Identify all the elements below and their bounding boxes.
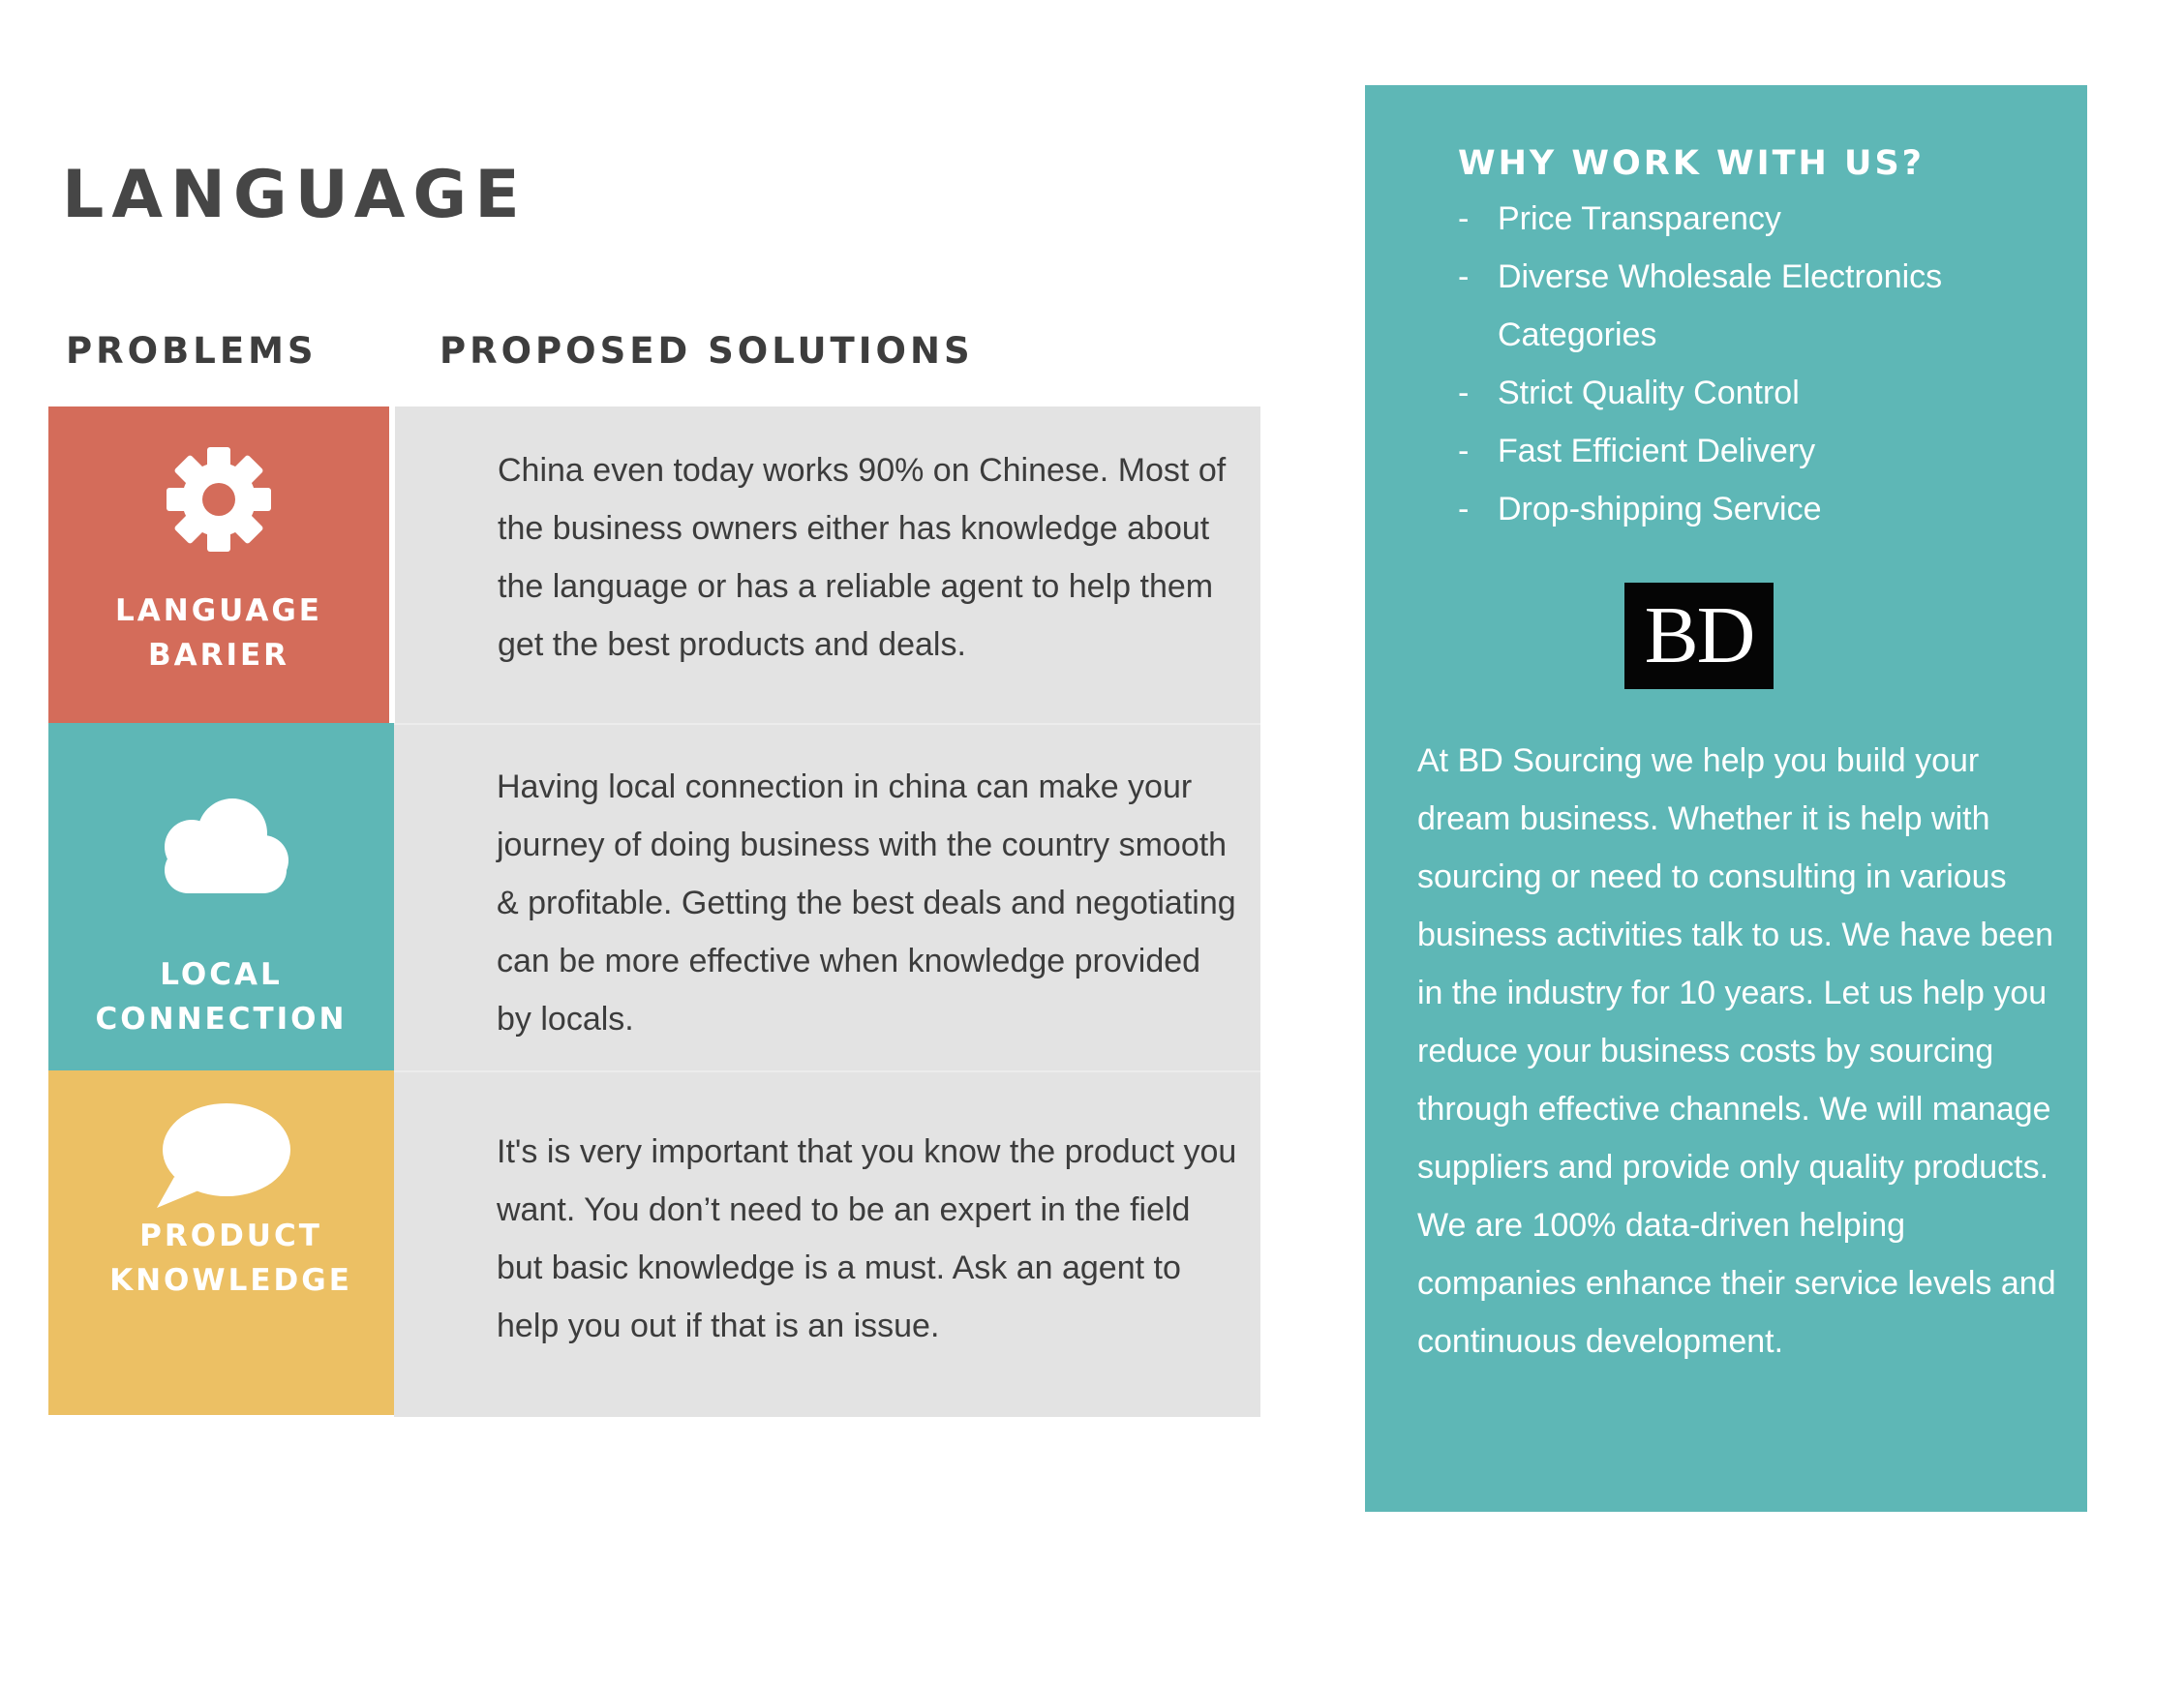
- problem-label-line: LOCAL CONNECTION: [95, 957, 348, 1037]
- problem-row-language-barrier: [48, 406, 1260, 723]
- problem-label-line: LANGUAGE BARIER: [115, 593, 322, 673]
- problem-card-local-connection: [48, 723, 394, 1070]
- solution-cell-language-barrier: [395, 406, 1260, 723]
- solutions-header: PROPOSED SOLUTIONS: [440, 330, 974, 372]
- cloud-icon: [149, 797, 292, 897]
- problem-card-language-barrier: [48, 406, 389, 723]
- problem-label-line: PRODUCT: [139, 1219, 322, 1253]
- solution-text: China even today works 90% on Chinese. Most of the business owners either has knowledge about the language or has a reliable agent to help them get the best products and deals.: [498, 452, 1227, 663]
- list-item: [1458, 422, 2058, 480]
- gear-icon: [165, 445, 273, 554]
- solution-cell-product-knowledge: [394, 1070, 1260, 1417]
- bullet-dash: -: [1458, 258, 1470, 295]
- list-item: [1458, 480, 2058, 538]
- problem-label-product-knowledge: [68, 1214, 394, 1303]
- why-work-with-us-panel: [1365, 85, 2087, 1512]
- bd-logo: BD: [1624, 583, 1774, 689]
- list-item-text: Diverse Wholesale Electronics Categories: [1498, 258, 1943, 353]
- problem-row-local-connection: [48, 723, 1260, 1070]
- benefits-list: [1458, 190, 2058, 538]
- list-item: [1458, 190, 2058, 248]
- list-item-text: Price Transparency: [1498, 200, 1781, 237]
- problem-label-local-connection: [48, 952, 394, 1041]
- page-title: LANGUAGE: [62, 157, 528, 233]
- problem-label-line: KNOWLEDGE: [109, 1263, 352, 1298]
- list-item-text: Strict Quality Control: [1498, 375, 1800, 411]
- solution-text: It's is very important that you know the product you want. You don’t need to be an expert in the field but basic knowledge is a must. Ask an agent to help you out if that is an issue.: [497, 1133, 1237, 1344]
- bullet-dash: -: [1458, 375, 1470, 411]
- bullet-dash: -: [1458, 433, 1470, 469]
- about-text: At BD Sourcing we help you build your dream business. Whether it is help with sourcing or need to consulting in various business activities talk to us. We have been in the industry for 10 years. Let us help you reduce your business costs by sourcing through effective channels. We will manage suppliers and provide only quality products. We are 100% data-driven helping companies enhance their service levels and continuous development.: [1417, 742, 2056, 1360]
- problem-row-product-knowledge: [48, 1070, 1260, 1415]
- bullet-dash: -: [1458, 491, 1470, 527]
- speech-bubble-icon: [155, 1103, 290, 1212]
- why-work-with-us-title: WHY WORK WITH US?: [1458, 144, 1925, 183]
- list-item: [1458, 364, 2058, 422]
- problem-label-language-barrier: [48, 588, 389, 677]
- problems-header: PROBLEMS: [66, 330, 318, 372]
- solution-cell-local-connection: [394, 723, 1260, 1072]
- list-item-text: Fast Efficient Delivery: [1498, 433, 1816, 469]
- problem-card-product-knowledge: [48, 1070, 394, 1415]
- bullet-dash: -: [1458, 200, 1470, 237]
- list-item: [1458, 248, 2058, 364]
- solution-text: Having local connection in china can make your journey of doing business with the country smooth & profitable. Getting the best deals and negotiating can be more effective when knowledge provided by locals.: [497, 768, 1236, 1038]
- list-item-text: Drop-shipping Service: [1498, 491, 1822, 527]
